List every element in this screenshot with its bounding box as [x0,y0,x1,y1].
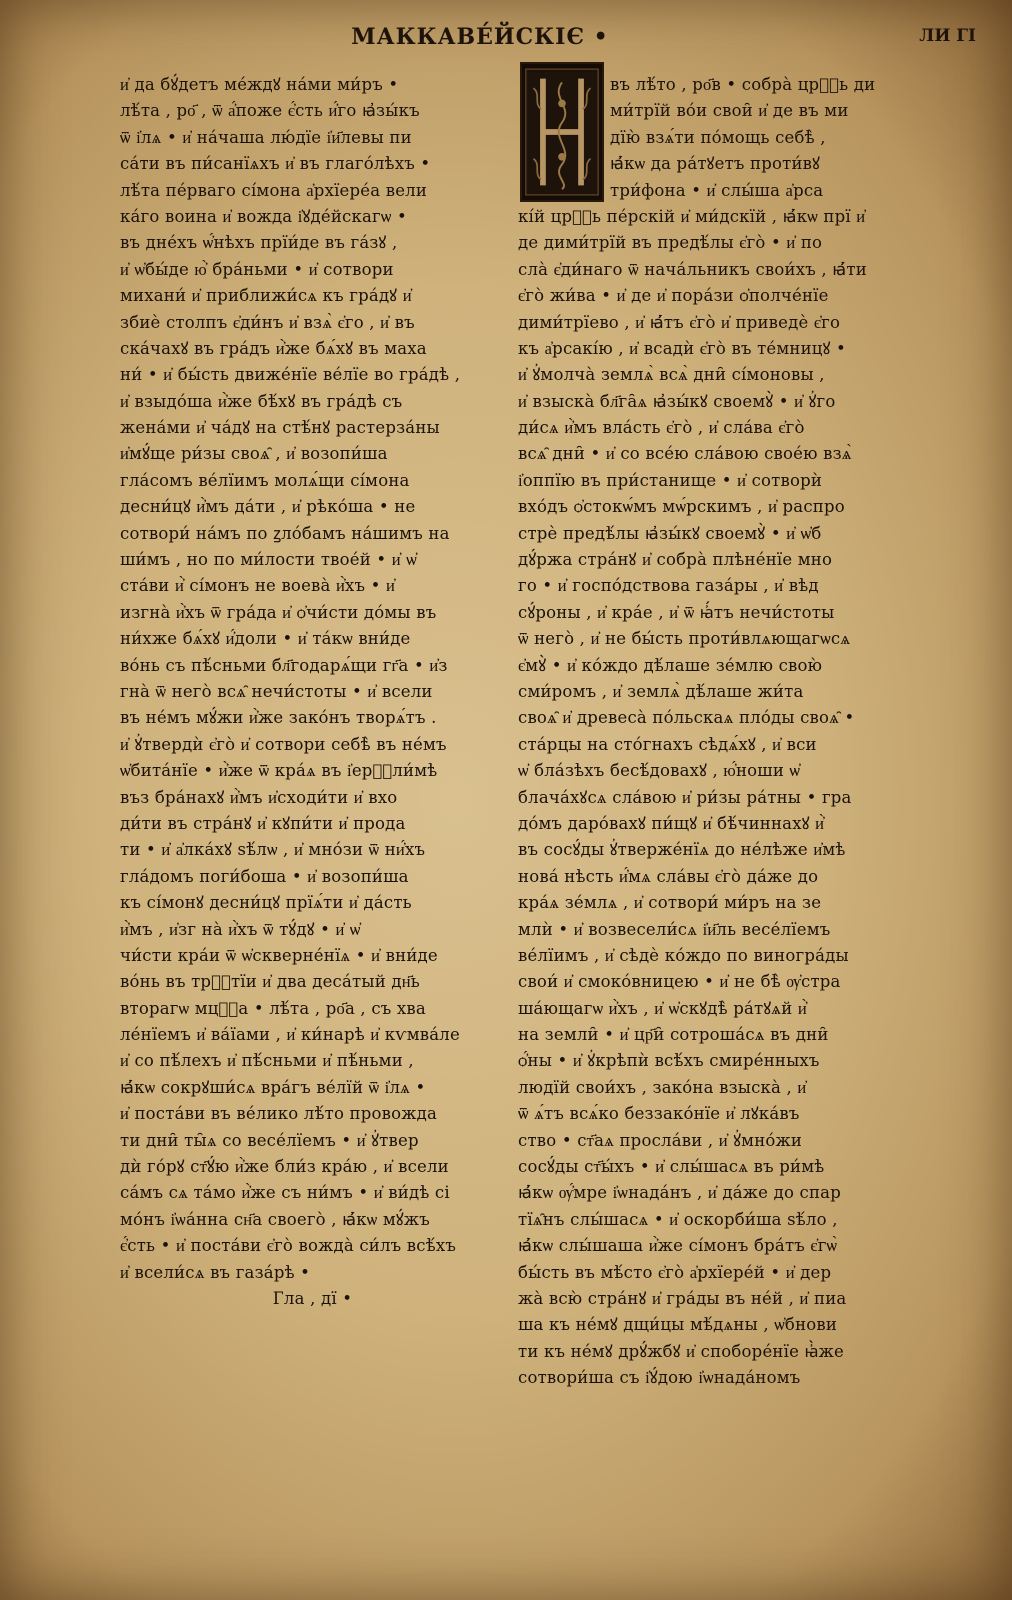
text-line: ни́хже бѧ́хꙋ и҆́доли • и҆ та́кѡ вни́де [120,629,411,649]
text-line: збиѐ столпъ є҆ди́нъ и҆ взѧ̀ є҆го , и҆ въ [120,312,415,332]
text-line: дїю̀ взѧ́ти по́мощь себѣ̀ , [610,127,826,147]
text-line: три́фона • и҆ слы́ша а҆рса [610,180,824,200]
text-line: и҆ поста́ви въ ве́лико лѣ́то провожда [120,1104,438,1124]
text-line: ти • и҆ а҆лка́хꙋ ѕѣ́лѡ , и҆ мно́зи ѿ ни҆́хъ [120,840,426,860]
text-line: свои́ и҆ смоко́вницею • и҆ не бѣ̀ ѹ҆стра [518,972,841,992]
text-line: въз бра́нахꙋ и҆̀мъ и҆сходи́ти и҆ вхо [120,787,398,807]
text-line: сла̀ є҆ди́наго ѿ нача́льникъ свои́хъ , ꙗ҆́ти [518,259,867,279]
text-line: людїй свои́хъ , зако́на взыска̀ , и҆ [518,1077,807,1097]
text-line: ди́сѧ и҆̀мъ вла́сть є҆го̀ , и҆ сла́ва є҆го̀ [518,418,805,438]
text-line: ти къ не́мꙋ дрꙋ́жбꙋ и҆ споборе́нїе ꙗ҆̀же [518,1341,844,1361]
right-text-column [518,72,903,1392]
text-line: бы́сть въ мѣ́сто є҆го̀ а҆рхїере́й • и҆ дер [518,1262,832,1282]
text-line: ꙗ҆́кѡ сокрꙋши́сѧ вра́гъ ве́лїй ѿ і҆лѧ • [120,1077,426,1097]
text-line: въ дне́хъ ѡ҆́нѣхъ прїи́де въ га́зꙋ , [120,233,398,253]
text-line: ди́ти въ стра́нꙋ и҆ кꙋпи́ти и҆ прода [120,813,406,833]
text-line: михани́ и҆ приближи́сѧ къ гра́дꙋ и҆ [120,286,412,306]
text-line: ство • ст҃аѧ просла́ви , и҆ ꙋ҆мно́жи [518,1130,803,1150]
text-line: лѣ́та пе́рваго сі́мона а҆рхїере́а вели [120,180,428,200]
text-line: сми́ромъ , и҆ землѧ̀ дѣ́лаше жи́та [518,681,804,701]
text-line: ле́нїемъ и҆ ва́їами , и҆ ки́нарѣ и҆ кѵмва́ле [120,1025,460,1045]
text-line: ша къ не́мꙋ дщи́цы мѣ́дѧны , ѡ҆бнови [518,1315,838,1335]
text-line: ѡ҆ бла́зѣхъ бесѣ́довахꙋ , ю҆́ноши ѡ҆ [518,761,801,781]
text-line: лѣ́та , ро҃ , ѿ а҆́поже є҆́сть и҆́го ꙗ҆зы́къ [120,101,420,121]
text-line: и҆ ꙋ҆твердѝ є҆го̀ и҆ сотвори себѣ̀ въ не́мъ [120,734,447,754]
text-line: ми́трїй во́и свои̑ и҆ де въ ми [610,101,849,121]
text-line: и҆ да бꙋ́детъ ме́ждꙋ на́ми ми́ръ • [120,75,399,94]
text-line: сꙋ́роны , и҆ кра́е , и҆ ѿ ꙗ҆́тъ нечи́стоты [518,602,835,622]
text-line: ши́мъ , но по ми́лости твое́й • и҆ ѡ҆ [120,550,417,570]
text-line: всѧ̑ дни̑ • и҆ со все́ю сла́вою свое́ю взѧ̀ [518,444,852,464]
text-line: ѿ ѧ́тъ всѧ́ко беззако́нїе и҆ лꙋка́въ [518,1104,800,1124]
text-line: къ сі́монꙋ десни́цꙋ прїѧ́ти и҆ да́сть [120,893,412,913]
text-line: ꙗ҆́кѡ слы́шаша и҆̀же сі́монъ бра́тъ є҆гѡ̀ [518,1236,838,1256]
text-line: ѿ него̀ , и҆ не бы́сть проти́влѧющагѡсѧ [518,629,851,649]
text-line: во́нь съ пѣ́сньми бл҃годарѧ́щи гг҃а • и҆з [120,655,448,675]
text-line: є҆мꙋ̀ • и҆ ко́ждо дѣ́лаше зе́млю свою̀ [518,655,823,675]
text-line: и҆̀мъ , и҆зг на̀ и҆̀хъ ѿ тꙋ́дꙋ • и҆ ѡ҆ [120,919,361,939]
text-line: сотвори́ша съ і҆ꙋ́дою і҆ѡнада́номъ [518,1368,801,1388]
text-line: и҆ взыска̀ бл҃га̑ѧ ꙗ҆зы́кꙋ своемꙋ̀ • и҆ ꙋ҆го [518,391,836,411]
text-line: ска́чахꙋ въ гра́дъ и҆̀же бѧ́хꙋ въ маха [120,338,427,358]
text-line: вторагѡ мцⷭ҇а • лѣ́та , ро҃а , съ хва [120,998,426,1018]
text-line: и҆ взыдо́ша и҆̀же бѣ́хꙋ въ гра́дѣ съ [120,391,403,411]
text-line: мо́нъ і҆ѡа́нна сн҃а своего̀ , ꙗ҆́кѡ мꙋ́жъ [120,1209,430,1229]
text-line: є҆го̀ жи́ва • и҆ де и҆ пора́зи ѻ҆полче́нїе [518,286,829,306]
text-line: и҆ ѡ҆бы́де ю҆̀ бра́ньми • и҆ сотвори [120,259,394,279]
text-line: тїѧ̑нъ слы́шасѧ • и҆ оскорби́ша ѕѣ́ло , [518,1209,838,1229]
text-line: ка́го воина и҆ вожда і҆ꙋде́йскагѡ • [120,206,407,226]
text-line: гла́сомъ ве́лїимъ молѧ́щи сі́мона [120,470,410,490]
left-text-column [120,72,505,1312]
text-line: десни́цꙋ и҆̀мъ да́ти , и҆ рѣко́ша • не [120,497,416,517]
text-line: сотвори́ на́мъ по ꙁло́бамъ на́шимъ на [120,523,450,543]
text-line: и҆ со пѣ́лехъ и҆ пѣ́сньми и҆ пѣ́ньми , [120,1051,414,1071]
text-line: де дими́трїй въ предѣ́лы є҆го̀ • и҆ по [518,233,823,253]
text-line: чи́сти кра́и ѿ ѡ҆скверне́нїѧ • и҆ вни́де [120,945,438,965]
text-line: къ а҆рсакі́ю , и҆ всадѝ є҆го̀ въ те́мницꙋ • [518,338,846,358]
text-line: є҆́сть • и҆ поста́ви є҆го̀ вожда̀ си́лъ всѣ́хъ [120,1236,457,1256]
folio-number: ЛИ ГІ [919,26,976,46]
chapter-heading: Гла , дї • [272,1288,353,1308]
text-line: дѝ го́рꙋ ст҃ꙋ́ю и҆̀же бли́з кра́ю , и҆ всели [120,1157,449,1177]
text-line: кі́й црⷭ҇ь пе́рскій и҆ ми́дскїй , ꙗ҆́кѡ прї и҆ [518,206,866,226]
text-line: ѡ҆бита́нїе • и҆̀же ѿ кра́ѧ въ і҆ерⷭ҇ли́мѣ [120,761,438,781]
text-line: въ сосꙋ́ды ꙋ҆тверже́нїѧ до не́лѣже и҆мѣ [518,840,846,860]
text-line: и҆мꙋ́ще ри́зы своѧ̑ , и҆ возопи́ша [120,444,388,464]
text-line: своѧ̑ и҆ древеса̀ по́льскаѧ пло́ды своѧ̑ • [518,708,855,728]
text-line: ша́ющагѡ и҆̀хъ , и҆ ѡ҆скꙋдѣ̀ ра́тꙋѧй и҆̀ [518,998,807,1018]
text-line: ѿ і҆лѧ • и҆ на́чаша лю́дїе і҆и҃левы пи [120,127,412,147]
text-line: сосꙋ́ды ст҃ы́хъ • и҆ слы́шасѧ въ ри́мѣ [518,1157,825,1177]
text-line: ни́ • и҆ бы́сть движе́нїе ве́лїе во гра́дѣ , [120,365,461,385]
text-line: ста́ви и҆̀ сі́монъ не воева̀ и҆̀хъ • и҆ [120,576,396,596]
text-line: жа̀ всю̀ стра́нꙋ и҆ гра́ды въ не́й , и҆ пиа [518,1288,847,1308]
text-line: ста́рцы на сто́гнахъ сѣдѧ́хꙋ , и҆ вси [518,734,817,754]
text-line: до́мъ даро́вахꙋ пи́щꙋ и҆ бѣ́чиннахꙋ и҆̀ [518,813,825,833]
text-line: гна̀ ѿ него̀ всѧ̑ нечи́стоты • и҆ всели [120,681,433,701]
text-line: жена́ми и҆ ча́дꙋ на стѣ́нꙋ растерза́ны [120,418,440,438]
text-line: на земли̑ • и҆ цр҃и̑ сотроша́сѧ въ дни̑ [518,1025,829,1045]
text-line: изгна̀ и҆̀хъ ѿ гра́да и҆ ѻ҆чи́сти до́мы въ [120,602,437,622]
text-line: во́нь въ трⷭ҇тїи и҆ два деса́тый дн҃ь [120,972,420,992]
text-line: и҆ ꙋ҆молча̀ землѧ̀ всѧ̀ дни̑ сі́моновы , [518,365,825,385]
text-line: гла́домъ поги́боша • и҆ возопи́ша [120,866,409,886]
text-line: дими́трїево , и҆ ꙗ҆́тъ є҆го̀ и҆ приведѐ є҆го [518,312,841,332]
text-line: са́ти въ пи́санїѧхъ и҆ въ глаго́лѣхъ • [120,154,431,174]
text-line: и҆ всели́сѧ въ газа́рѣ • [120,1262,311,1282]
text-line: і҆оппїю въ при́станище • и҆ сотворѝ [518,470,823,490]
text-line: вхо́дъ ѻ҆стокѡ́мъ мѡ́рскимъ , и҆ распро [518,497,845,517]
text-line: ѻ҆́ны • и҆ ꙋ҆крѣпѝ всѣ́хъ смире́нныхъ [518,1051,820,1071]
text-line: ꙗ҆́кѡ да ра́тꙋетъ проти́вꙋ [610,154,821,174]
page-title: МАККАВЕ́ЙСКІЄ • [351,24,609,50]
text-line: ве́лїимъ , и҆ сѣдѐ ко́ждо по виногра́ды [518,945,849,965]
text-line: млѝ • и҆ возвесели́сѧ і҆и҃ль весе́лїемъ [518,919,831,939]
text-line: нова́ нѣсть и҆́мѧ сла́вы є҆го̀ да́же до [518,866,819,886]
text-line: въ лѣ́то , ро҃в • собра̀ црⷭ҇ь ди [610,75,876,94]
text-line: са́мъ сѧ та́мо и҆̀же съ ни́мъ • и҆ ви́дѣ сі [120,1183,450,1203]
text-line: ти дни̑ ты̑ѧ со весе́лїемъ • и҆ ꙋ҆твер [120,1130,419,1150]
text-line: ꙗ҆́кѡ ѹ҆́мре і҆ѡнада́нъ , и҆ да́же до спар [518,1183,841,1203]
text-line: дꙋ́ржа стра́нꙋ и҆ собра̀ плѣне́нїе мно [518,550,833,570]
text-line: въ не́мъ мꙋ́жи и҆̀же зако́нъ творѧ́тъ . [120,708,437,728]
text-line: кра́ѧ зе́млѧ , и҆ сотвори́ ми́ръ на зе [518,893,822,913]
text-line: стрѐ предѣ́лы ꙗ҆зы́кꙋ своемꙋ̀ • и҆ ѡ҆б [518,523,822,543]
text-line: го • и҆ госпо́дствова газа́ры , и҆ вѣд [518,576,819,596]
running-head [0,24,1012,54]
text-line: блача́хꙋсѧ сла́вою и҆ ри́зы ра́тны • гра [518,787,852,807]
